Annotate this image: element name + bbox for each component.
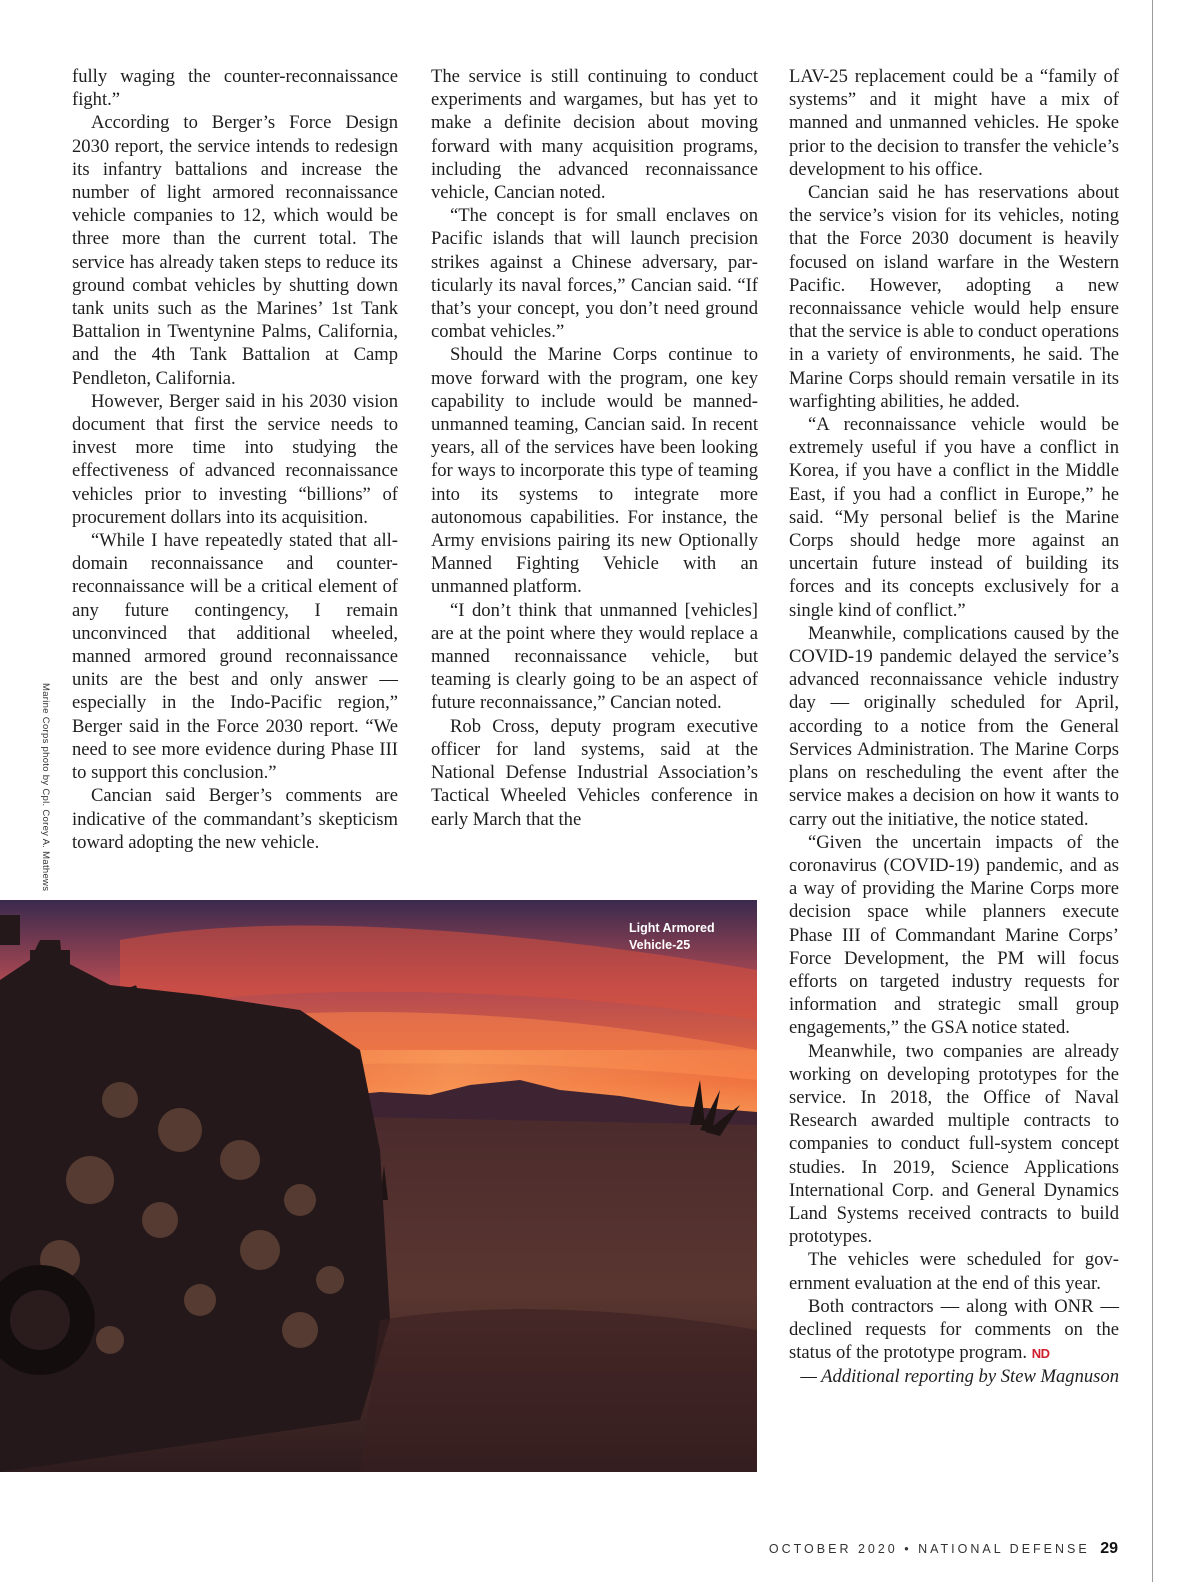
- article-column-3: [789, 65, 1119, 1389]
- photo-credit: Marine Corps photo by Cpl. Corey A. Mathews: [40, 683, 51, 892]
- last-paragraph: [789, 1295, 1119, 1366]
- caption-line: Vehicle-25: [629, 938, 691, 952]
- paragraph: Rob Cross, deputy program executive officer for land systems, said at the National Defense Industrial Association’s Tactical Wheeled Vehicles conference in early March that the: [431, 715, 758, 830]
- lav-25-sunset-photo: [0, 900, 757, 1472]
- article-column-1: [72, 65, 398, 854]
- paragraph: Cancian said Berger’s comments are indicative of the commandant’s skepticism toward adopting the new vehicle.: [72, 785, 398, 853]
- paragraph: LAV-25 replacement could be a “family of systems” and it might have a mix of manned and unmanned vehicles. He spoke prior to the decision to transfer the vehicle’s development to his office.: [789, 66, 1119, 180]
- paragraph: fully waging the counter-reconnaissance fight.”: [72, 66, 398, 111]
- paragraph: The service is still continuing to conduct experiments and wargames, but has yet to make a definite decision about moving forward with many acquisition programs, including the advanced reconnaissance vehicle, Cancian noted.: [431, 66, 758, 204]
- caption-line: Light Armored: [629, 921, 715, 935]
- paragraph: “A reconnaissance vehicle would be extremely useful if you have a conflict in Korea, if you have a conflict in the Middle East, if you had a conflict in Europe,” he said. “My personal belief is the Marine Corps should hedge more against an uncertain future instead of building its forces and its concepts exclusively for a single kind of conflict.”: [789, 414, 1119, 621]
- issue-label: OCTOBER 2020 • NATIONAL DEFENSE: [768, 1542, 1090, 1556]
- photo-caption: [629, 920, 715, 954]
- paragraph: “Given the uncertain impacts of the coronavirus (COVID-19) pandemic, and as a way of providing the Marine Corps more decision space while planners execute Phase III of Commandant Marine Corps’ Force Development, the PM will focus efforts on targeted industry requests for information and strategic small group engagements,” the GSA notice stated.: [789, 831, 1119, 1039]
- end-mark: ND: [1031, 1346, 1050, 1362]
- page-edge-rule: [1152, 0, 1153, 1582]
- paragraph: “I don’t think that unmanned [vehicles] are at the point where they would replace a manned reconnaissance vehicle, but teaming is clearly going to be an aspect of future reconnaissance,” Cancian noted.: [431, 599, 758, 714]
- paragraph: Meanwhile, complications caused by the COVID-19 pandemic delayed the service’s advanced reconnaissance vehicle industry day — originally scheduled for April, according to a notice from the General Services Administration. The Marine Corps plans on rescheduling the event after the service makes a decision on how it wants to carry out the initiative, the notice stated.: [789, 622, 1119, 830]
- page-footer: [769, 1540, 1118, 1558]
- article-column-2: [431, 65, 758, 831]
- paragraph: Meanwhile, two companies are already working on developing prototypes for the service. In 2018, the Office of Naval Research awarded multiple contracts to companies to conduct full-system concept studies. In 2019, Science Applications International Corp. and General Dynamics Land Systems received contracts to build prototypes.: [789, 1040, 1119, 1248]
- paragraph-text: Both contractors — along with ONR — declined requests for comments on the status of the prototype program.: [789, 1295, 1119, 1364]
- paragraph: According to Berger’s Force Design 2030 report, the service intends to redesign its infantry battalions and increase the number of light armored reconnaissance vehicle companies to 12, which would be three more than the current total. The service has already taken steps to reduce its ground combat vehicles by shutting down tank units such as the Marines’ 1st Tank Battalion in Twentynine Palms, California, and the 4th Tank Battalion at Camp Pendleton, California.: [72, 112, 398, 389]
- paragraph: Should the Marine Corps continue to move forward with the program, one key capability to include would be manned-unmanned teaming, Cancian said. In recent years, all of the services have been looking for ways to incorporate this type of teaming into its systems to integrate more autonomous capabilities. For instance, the Army envisions pairing its new Optionally Manned Fighting Vehicle with an unmanned platform.: [431, 344, 758, 598]
- paragraph: “The concept is for small enclaves on Pacific islands that will launch precision strikes against a Chinese adversary, particularly its naval forces,” Cancian said. “If that’s your concept, you don’t need ground combat vehicles.”: [431, 205, 758, 343]
- signoff: — Additional reporting by Stew Magnuson: [800, 1366, 1119, 1388]
- paragraph: However, Berger said in his 2030 vision document that first the service needs to invest more time into studying the effectiveness of advanced reconnaissance vehicles prior to investing “billions” of procurement dollars into its acquisition.: [72, 390, 398, 528]
- page-number: 29: [1100, 1540, 1118, 1557]
- paragraph: The vehicles were scheduled for government evaluation at the end of this year.: [789, 1249, 1119, 1294]
- paragraph: Cancian said he has reservations about the service’s vision for its vehicles, noting that the Force 2030 document is heavily focused on island warfare in the Western Pacific. However, adopting a new reconnaissance vehicle would help ensure that the service is able to conduct operations in a variety of environments, he said. The Marine Corps should remain versatile in its warfighting abilities, he added.: [789, 182, 1119, 412]
- paragraph: “While I have repeatedly stated that all-domain reconnaissance and counter-reconnaissance will be a critical element of any future contingency, I remain unconvinced that additional wheeled, manned armored ground reconnaissance units are the best and only answer — especially in the Indo-Pacific region,” Berger said in the Force 2030 report. “We need to see more evidence during Phase III to support this conclusion.”: [72, 530, 398, 784]
